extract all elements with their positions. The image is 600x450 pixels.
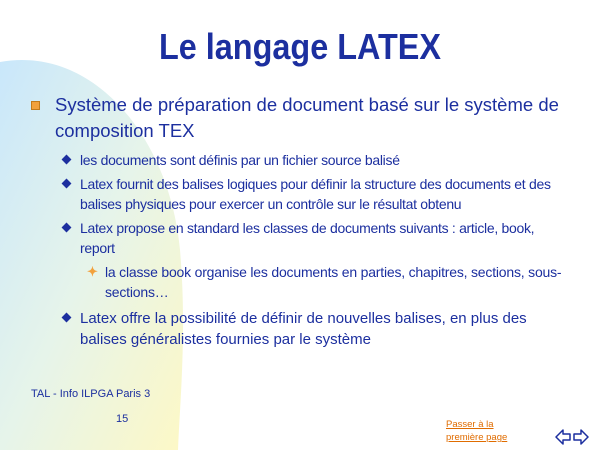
sub-bullet-item: Latex fournit des balises logiques pour définir la structure des documents et des balises physiques pour exercer un contrôle sur le résultat obtenu — [80, 176, 551, 212]
page-number: 15 — [116, 413, 129, 425]
slide-title: Le langage LATEX — [158, 26, 442, 67]
square-bullet-icon — [31, 101, 40, 110]
main-bullet-text: Système de préparation de document basé sur le système de composition TEX — [55, 94, 559, 141]
sub-sub-bullet-item: la classe book organise les documents en parties, chapitres, sections, sous-sections… — [105, 264, 562, 300]
left-right-arrows-icon[interactable] — [555, 428, 589, 446]
first-page-link[interactable]: Passer à la première page — [446, 419, 508, 443]
sub-bullet-item: les documents sont définis par un fichier source balisé — [80, 152, 400, 168]
cross-bullet-icon: ✦ — [87, 264, 98, 279]
footer-text: TAL - Info ILPGA Paris 3 — [31, 388, 151, 400]
sub-bullet-item: Latex offre la possibilité de définir de nouvelles balises, en plus des balises généralistes fournies par le système — [80, 310, 527, 348]
sub-bullet-item: Latex propose en standard les classes de documents suivants : article, book, report — [80, 220, 535, 256]
